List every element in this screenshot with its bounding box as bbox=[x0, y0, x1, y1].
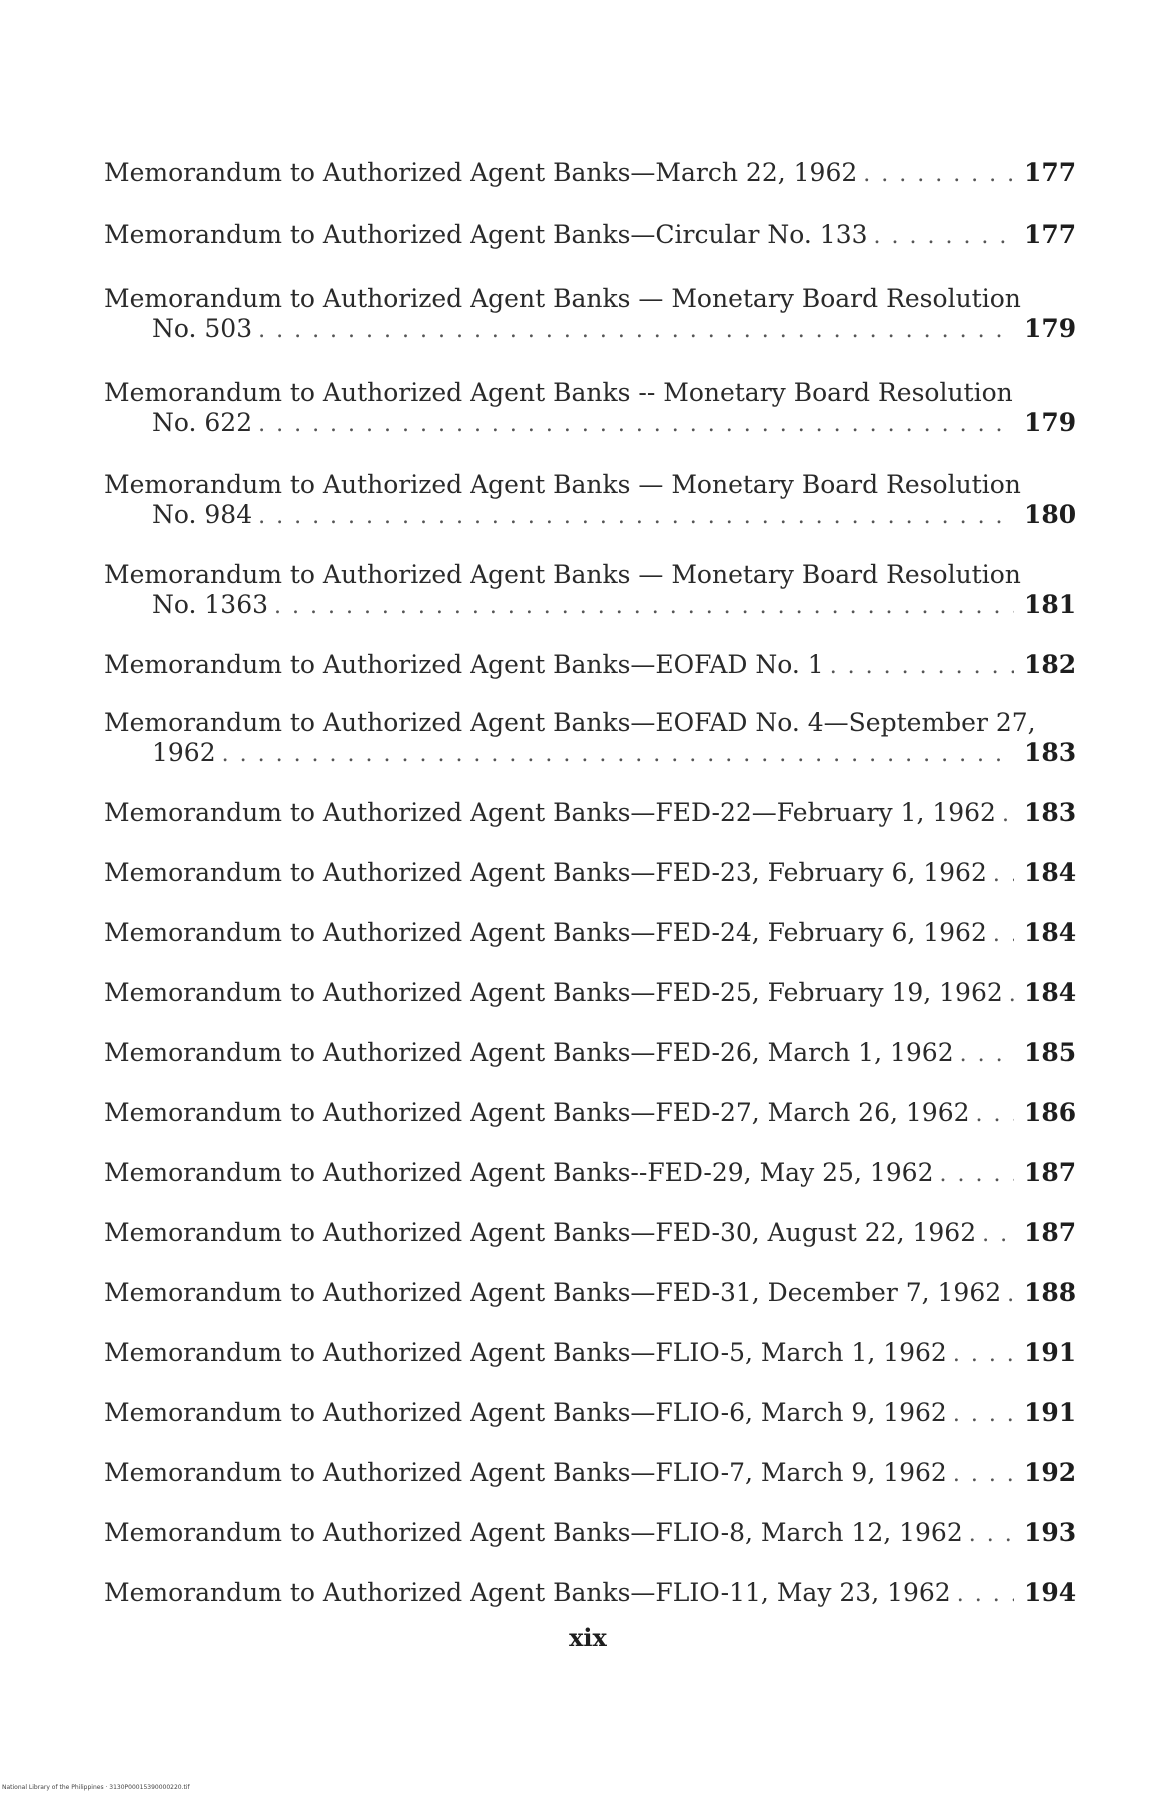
toc-entry-title: Memorandum to Authorized Agent Banks—EOFAD No. 1 bbox=[104, 650, 824, 679]
toc-page-number: 193 bbox=[1024, 1518, 1077, 1547]
dot-leader bbox=[993, 920, 1014, 950]
toc-page-number: 191 bbox=[1024, 1338, 1077, 1367]
dot-leader bbox=[953, 1400, 1014, 1430]
dot-leader bbox=[976, 1100, 1014, 1130]
toc-entry bbox=[104, 1158, 1077, 1190]
toc-entry bbox=[104, 1578, 1077, 1610]
toc-page-number: 179 bbox=[1024, 408, 1077, 437]
toc-entry-title-continued: 1962 bbox=[152, 738, 216, 767]
toc-entry-title: Memorandum to Authorized Agent Banks—FLIO-11, May 23, 1962 bbox=[104, 1578, 951, 1607]
toc-entry-title: Memorandum to Authorized Agent Banks—FLIO-6, March 9, 1962 bbox=[104, 1398, 947, 1427]
toc-entry bbox=[104, 1338, 1077, 1370]
toc-entry bbox=[104, 708, 1077, 770]
toc-entry bbox=[104, 918, 1077, 950]
toc-entry-title: Memorandum to Authorized Agent Banks—FLIO-7, March 9, 1962 bbox=[104, 1458, 947, 1487]
toc-page-number: 184 bbox=[1024, 978, 1077, 1007]
toc-entry-title: Memorandum to Authorized Agent Banks—Circular No. 133 bbox=[104, 220, 868, 249]
toc-entry bbox=[104, 378, 1077, 440]
dot-leader bbox=[1009, 980, 1014, 1010]
toc-entry-title: Memorandum to Authorized Agent Banks — Monetary Board Resolution bbox=[104, 470, 1021, 499]
dot-leader bbox=[957, 1580, 1014, 1610]
dot-leader bbox=[258, 410, 1014, 440]
toc-page-number: 184 bbox=[1024, 858, 1077, 887]
toc-page-number: 192 bbox=[1024, 1458, 1077, 1487]
dot-leader bbox=[1007, 1280, 1014, 1310]
toc-entry-title: Memorandum to Authorized Agent Banks—March 22, 1962 bbox=[104, 158, 858, 187]
toc-entry bbox=[104, 470, 1077, 532]
dot-leader bbox=[1002, 800, 1014, 830]
toc-entry-title: Memorandum to Authorized Agent Banks—FLIO-5, March 1, 1962 bbox=[104, 1338, 947, 1367]
toc-entry bbox=[104, 220, 1077, 252]
dot-leader bbox=[993, 860, 1014, 890]
dot-leader bbox=[960, 1040, 1014, 1070]
toc-entry bbox=[104, 1098, 1077, 1130]
toc-entry bbox=[104, 650, 1077, 682]
toc-page-number: 186 bbox=[1024, 1098, 1077, 1127]
toc-entry bbox=[104, 284, 1077, 346]
toc-entry-title: Memorandum to Authorized Agent Banks — Monetary Board Resolution bbox=[104, 560, 1021, 589]
toc-page-number: 177 bbox=[1024, 220, 1077, 249]
dot-leader bbox=[222, 740, 1014, 770]
toc-entry-title: Memorandum to Authorized Agent Banks—FED-23, February 6, 1962 bbox=[104, 858, 987, 887]
toc-page-number: 181 bbox=[1024, 590, 1077, 619]
toc-entry-title: Memorandum to Authorized Agent Banks—FED-30, August 22, 1962 bbox=[104, 1218, 977, 1247]
toc-entry-title: Memorandum to Authorized Agent Banks — Monetary Board Resolution bbox=[104, 284, 1021, 313]
toc-entry-title-continued: No. 622 bbox=[152, 408, 253, 437]
toc-page-number: 187 bbox=[1024, 1158, 1077, 1187]
toc-page-number: 194 bbox=[1024, 1578, 1077, 1607]
toc-entry-title: Memorandum to Authorized Agent Banks--FED-29, May 25, 1962 bbox=[104, 1158, 934, 1187]
dot-leader bbox=[953, 1460, 1014, 1490]
dot-leader bbox=[953, 1340, 1014, 1370]
toc-entry-title: Memorandum to Authorized Agent Banks—FED-24, February 6, 1962 bbox=[104, 918, 987, 947]
toc-page-number: 191 bbox=[1024, 1398, 1077, 1427]
toc-entry bbox=[104, 1458, 1077, 1490]
toc-page-number: 184 bbox=[1024, 918, 1077, 947]
toc-entry bbox=[104, 1518, 1077, 1550]
toc-entry bbox=[104, 1278, 1077, 1310]
dot-leader bbox=[258, 316, 1014, 346]
toc-entry-title: Memorandum to Authorized Agent Banks -- Monetary Board Resolution bbox=[104, 378, 1013, 407]
dot-leader bbox=[274, 592, 1014, 622]
toc-entry-title: Memorandum to Authorized Agent Banks—FLIO-8, March 12, 1962 bbox=[104, 1518, 963, 1547]
toc-entry-title: Memorandum to Authorized Agent Banks—FED-26, March 1, 1962 bbox=[104, 1038, 954, 1067]
toc-page-number: 182 bbox=[1024, 650, 1077, 679]
toc-entry-title-continued: No. 503 bbox=[152, 314, 253, 343]
table-of-contents bbox=[104, 158, 1077, 1610]
toc-page-number: 187 bbox=[1024, 1218, 1077, 1247]
dot-leader bbox=[969, 1520, 1014, 1550]
toc-entry-title: Memorandum to Authorized Agent Banks—EOFAD No. 4—September 27, bbox=[104, 708, 1036, 737]
toc-page-number: 179 bbox=[1024, 314, 1077, 343]
toc-page-number: 185 bbox=[1024, 1038, 1077, 1067]
toc-entry-title-continued: No. 1363 bbox=[152, 590, 269, 619]
toc-entry bbox=[104, 560, 1077, 622]
dot-leader bbox=[982, 1220, 1014, 1250]
toc-entry-title: Memorandum to Authorized Agent Banks—FED-27, March 26, 1962 bbox=[104, 1098, 970, 1127]
toc-entry bbox=[104, 858, 1077, 890]
dot-leader bbox=[874, 222, 1014, 252]
dot-leader bbox=[830, 652, 1014, 682]
toc-entry-title: Memorandum to Authorized Agent Banks—FED-31, December 7, 1962 bbox=[104, 1278, 1002, 1307]
toc-entry bbox=[104, 1398, 1077, 1430]
toc-entry bbox=[104, 158, 1077, 190]
dot-leader bbox=[863, 160, 1014, 190]
toc-page-number: 188 bbox=[1024, 1278, 1077, 1307]
dot-leader bbox=[939, 1160, 1014, 1190]
toc-page-number: 177 bbox=[1024, 158, 1077, 187]
toc-entry-title: Memorandum to Authorized Agent Banks—FED-22—February 1, 1962 bbox=[104, 798, 996, 827]
scan-credit: National Library of the Philippines · 3130P00015390000220.tif bbox=[2, 1784, 190, 1791]
toc-page-number: 180 bbox=[1024, 500, 1077, 529]
toc-page-number: 183 bbox=[1024, 798, 1077, 827]
toc-entry-title-continued: No. 984 bbox=[152, 500, 253, 529]
toc-entry bbox=[104, 1038, 1077, 1070]
dot-leader bbox=[258, 502, 1014, 532]
toc-entry bbox=[104, 1218, 1077, 1250]
toc-entry-title: Memorandum to Authorized Agent Banks—FED-25, February 19, 1962 bbox=[104, 978, 1003, 1007]
toc-entry bbox=[104, 978, 1077, 1010]
toc-page-number: 183 bbox=[1024, 738, 1077, 767]
toc-entry bbox=[104, 798, 1077, 830]
page-number: xix bbox=[569, 1623, 607, 1652]
